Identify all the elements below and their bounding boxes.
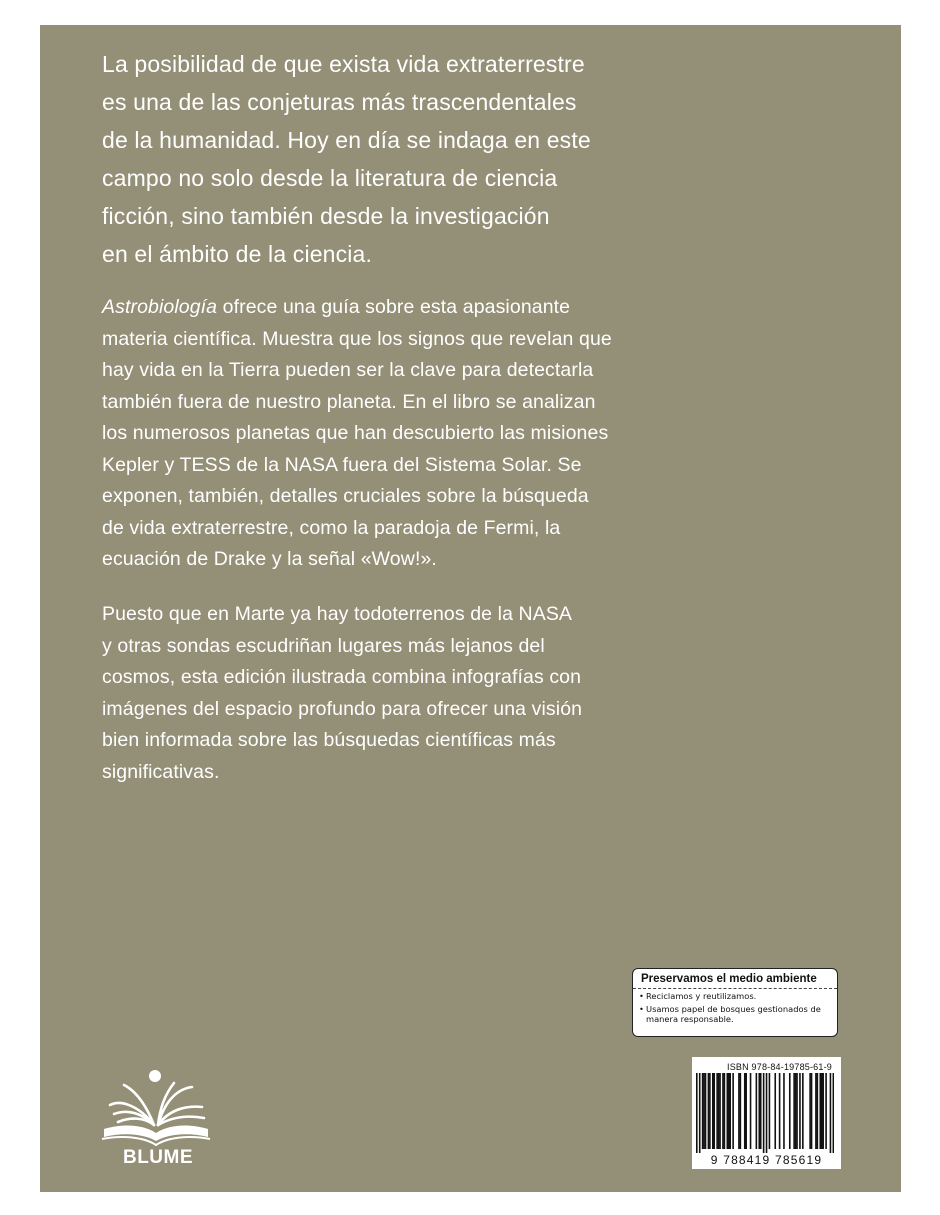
intro-line: en el ámbito de la ciencia. [102, 241, 372, 267]
publisher-name: BLUME [122, 1147, 194, 1168]
barcode-bar [825, 1073, 827, 1149]
barcode-bar [724, 1073, 726, 1149]
barcode-bar [703, 1073, 705, 1149]
environment-notice-item: • Reciclamos y reutilizamos. [639, 991, 831, 1001]
paragraph-line: exponen, también, detalles cruciales sobre la búsqueda [102, 485, 589, 507]
barcode-bar [712, 1073, 714, 1149]
barcode-bar [756, 1073, 758, 1149]
barcode-bar [795, 1073, 797, 1149]
barcode-bar [811, 1073, 813, 1149]
barcode-bar [709, 1073, 711, 1149]
intro-line: campo no solo desde la literatura de ciencia [102, 165, 558, 191]
environment-notice-title: Preservamos el medio ambiente [633, 969, 837, 989]
barcode-bar [769, 1073, 771, 1149]
paragraph-line: ecuación de Drake y la señal «Wow!». [102, 548, 437, 570]
barcode-bar [750, 1073, 752, 1149]
description-paragraph [102, 292, 742, 576]
paragraph-line: y otras sondas escudriñan lugares más lejanos del [102, 634, 545, 657]
barcode-bar [760, 1073, 762, 1149]
paragraph-line: también fuera de nuestro planeta. En el libro se analizan [102, 390, 596, 413]
barcode-bar [699, 1073, 701, 1153]
barcode-bars [696, 1073, 834, 1153]
open-book-logo-icon [100, 1067, 216, 1149]
barcode-bar [796, 1073, 798, 1149]
intro-line: ficción, sino también desde la investigación [102, 203, 550, 229]
barcode-bar [830, 1073, 832, 1153]
barcode-bar [702, 1073, 704, 1149]
intro-line: de la humanidad. Hoy en día se indaga en este [102, 127, 591, 153]
book-title: Astrobiología [102, 296, 218, 318]
barcode-bar [696, 1073, 698, 1153]
paragraph-line: Puesto que en Marte ya hay todoterrenos de la NASA [102, 603, 573, 625]
barcode-bar [722, 1073, 724, 1149]
barcode-bar [729, 1073, 731, 1149]
barcode-bar [716, 1073, 718, 1149]
barcode-bar [766, 1073, 768, 1153]
paragraph-line [102, 292, 742, 324]
barcode-bar [705, 1073, 707, 1149]
paragraph-line: significativas. [102, 760, 220, 783]
barcode-bar [732, 1073, 734, 1149]
barcode-number: 9 788419 785619 [710, 1153, 823, 1167]
barcode-bar [793, 1073, 795, 1149]
barcode-bar [719, 1073, 721, 1149]
barcode-bar [799, 1073, 801, 1149]
isbn-label: ISBN 978-84-19785-61-9 [727, 1062, 832, 1072]
barcode-bar [815, 1073, 817, 1149]
barcode-bar [728, 1073, 730, 1149]
environment-notice [632, 968, 838, 1037]
paragraph-line: hay vida en la Tierra pueden ser la clave para detectarla [102, 359, 594, 381]
barcode-bar [779, 1073, 781, 1149]
barcode-bar [718, 1073, 720, 1149]
intro-line: es una de las conjeturas más trascendentales [102, 89, 577, 115]
paragraph-line: de vida extraterrestre, como la paradoja de Fermi, la [102, 516, 561, 539]
barcode-bar [738, 1073, 740, 1149]
barcode-bar [822, 1073, 824, 1149]
barcode-bar [809, 1073, 811, 1149]
barcode-bar [758, 1073, 760, 1149]
paragraph-line: imágenes del espacio profundo para ofrecer una visión [102, 697, 583, 720]
barcode-bar [727, 1073, 729, 1149]
barcode-bar [745, 1073, 747, 1149]
intro-line: La posibilidad de que exista vida extraterrestre [102, 51, 585, 77]
paragraph-line: cosmos, esta edición ilustrada combina infografías con [102, 666, 582, 688]
barcode-bar [817, 1073, 819, 1149]
back-cover [40, 25, 901, 1192]
barcode-bar [819, 1073, 821, 1149]
barcode-bar [740, 1073, 742, 1149]
paragraph-line: Kepler y TESS de la NASA fuera del Sistema Solar. Se [102, 453, 582, 476]
publisher-logo [100, 1067, 216, 1177]
barcode-bar [789, 1073, 791, 1149]
barcode-bar [802, 1073, 804, 1149]
barcode-bar [763, 1073, 765, 1153]
environment-notice-item: • Usamos papel de bosques gestionados de manera responsable. [639, 1004, 831, 1024]
intro-paragraph [102, 45, 702, 273]
barcode-bar [821, 1073, 823, 1149]
barcode-bar [774, 1073, 776, 1149]
paragraph-line: bien informada sobre las búsquedas científicas más [102, 729, 556, 751]
barcode-bar [783, 1073, 785, 1149]
paragraph-line-rest: ofrece una guía sobre esta apasionante [217, 296, 571, 318]
paragraph-line: los numerosos planetas que han descubierto las misiones [102, 422, 609, 444]
barcode-bar [713, 1073, 715, 1149]
environment-notice-list [633, 989, 837, 1024]
edition-paragraph [102, 599, 742, 788]
barcode-bar [833, 1073, 834, 1153]
isbn-barcode [692, 1057, 841, 1169]
barcode-bar [708, 1073, 710, 1149]
paragraph-line: materia científica. Muestra que los signos que revelan que [102, 327, 612, 350]
barcode-bar [744, 1073, 746, 1149]
